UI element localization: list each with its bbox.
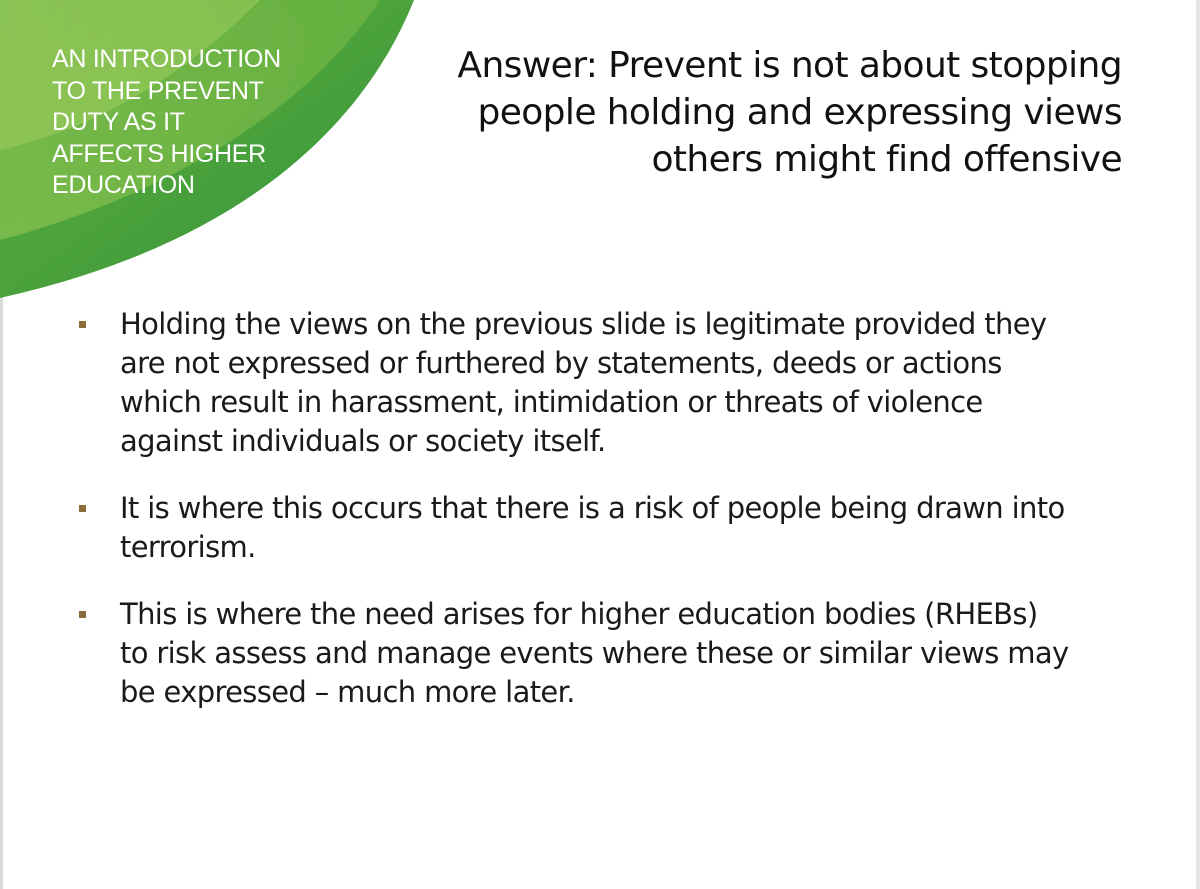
square-bullet-icon bbox=[79, 505, 86, 512]
square-bullet-icon bbox=[79, 611, 86, 618]
bullet-line: are not expressed or furthered by statements, deeds or actions bbox=[120, 346, 1002, 380]
bullet-text bbox=[120, 595, 1136, 712]
bullet-list bbox=[76, 305, 1136, 740]
bullet-line: be expressed – much more later. bbox=[120, 675, 575, 709]
bullet-line: This is where the need arises for higher education bodies (RHEBs) bbox=[120, 597, 1038, 631]
slide-right-border bbox=[1196, 0, 1200, 889]
bullet-text bbox=[120, 305, 1136, 461]
bullet-line: It is where this occurs that there is a risk of people being drawn into bbox=[120, 491, 1065, 525]
bullet-text bbox=[120, 489, 1136, 567]
heading-line: others might find offensive bbox=[651, 139, 1122, 180]
bullet-line: against individuals or society itself. bbox=[120, 424, 606, 458]
deck-title-line: DUTY AS IT bbox=[52, 108, 185, 136]
square-bullet-icon bbox=[79, 321, 86, 328]
bullet-line: to risk assess and manage events where these or similar views may bbox=[120, 636, 1069, 670]
bullet-line: Holding the views on the previous slide is legitimate provided they bbox=[120, 307, 1047, 341]
bullet-line: which result in harassment, intimidation or threats of violence bbox=[120, 385, 983, 419]
deck-title-line: EDUCATION bbox=[52, 171, 195, 199]
deck-title-line: AFFECTS HIGHER bbox=[52, 139, 266, 168]
deck-section-title bbox=[52, 44, 312, 202]
heading-line: Answer: Prevent is not about stopping bbox=[457, 45, 1122, 86]
deck-title-line: AN INTRODUCTION bbox=[52, 45, 281, 73]
heading-line: people holding and expressing views bbox=[477, 92, 1122, 133]
bullet-item bbox=[76, 489, 1136, 567]
slide-heading bbox=[422, 42, 1122, 183]
bullet-line: terrorism. bbox=[120, 530, 256, 564]
deck-title-line: TO THE PREVENT bbox=[52, 76, 264, 105]
bullet-item bbox=[76, 595, 1136, 712]
bullet-item bbox=[76, 305, 1136, 461]
